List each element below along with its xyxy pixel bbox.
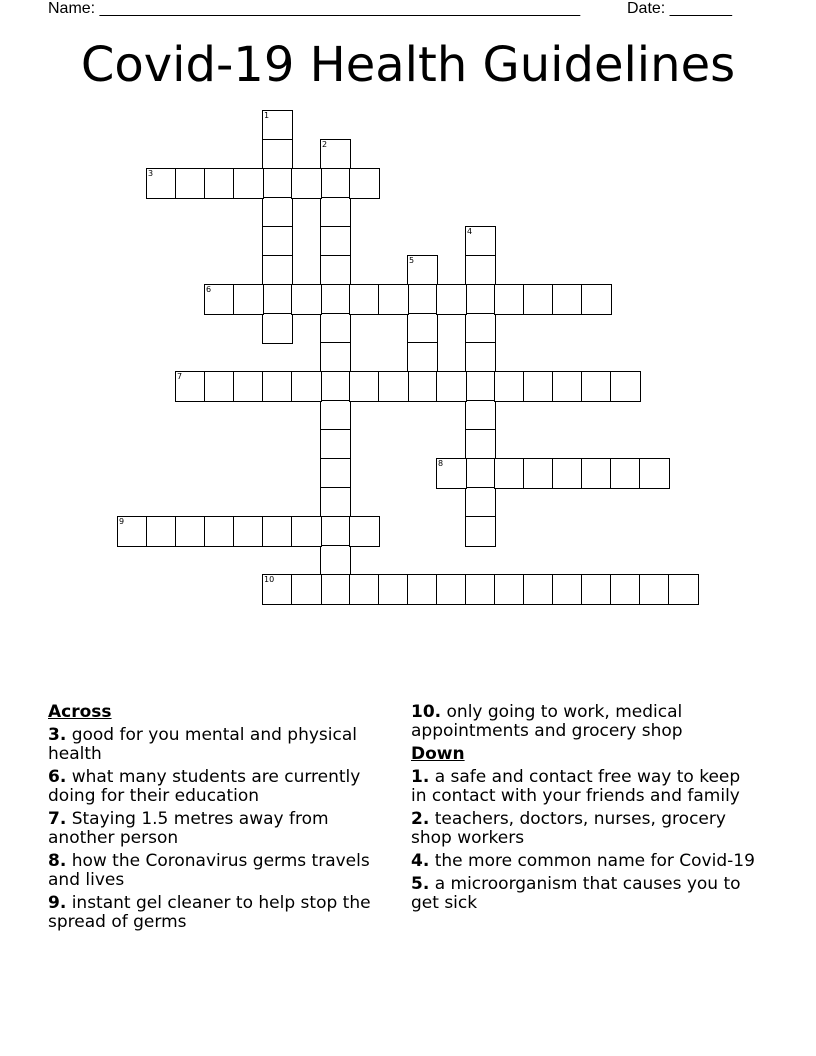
clue-number-label: 6 (206, 285, 212, 294)
crossword-cell[interactable] (407, 313, 438, 344)
crossword-cell[interactable] (552, 574, 583, 605)
clue-across-9 (48, 894, 393, 932)
crossword-cell[interactable] (262, 226, 293, 257)
clue-number-label: 4 (467, 227, 473, 236)
crossword-cell[interactable] (523, 574, 554, 605)
crossword-cell[interactable] (465, 487, 496, 518)
clue-text: instant gel cleaner to help stop the spread of germs (48, 893, 371, 932)
crossword-cell[interactable] (233, 371, 264, 402)
clue-text: good for you mental and physical health (48, 725, 357, 764)
crossword-cell[interactable] (407, 371, 438, 402)
clue-text: a microorganism that causes you to get sick (411, 874, 741, 913)
crossword-cell[interactable] (465, 313, 496, 344)
crossword-cell[interactable] (581, 574, 612, 605)
crossword-cell[interactable] (610, 574, 641, 605)
crossword-cell[interactable] (204, 516, 235, 547)
crossword-cell[interactable] (262, 197, 293, 228)
crossword-cell[interactable] (523, 371, 554, 402)
crossword-cell[interactable] (175, 371, 206, 402)
crossword-cell[interactable] (320, 371, 351, 402)
crossword-cell[interactable] (465, 400, 496, 431)
clue-down-2 (411, 810, 761, 848)
crossword-cell[interactable] (465, 516, 496, 547)
clue-number: 2. (411, 809, 430, 829)
crossword-cell[interactable] (465, 574, 496, 605)
crossword-cell[interactable] (262, 516, 293, 547)
crossword-cell[interactable] (494, 574, 525, 605)
clue-number: 1. (411, 767, 430, 787)
clue-number: 8. (48, 851, 67, 871)
crossword-cell[interactable] (581, 284, 612, 315)
clue-number: 10. (411, 702, 442, 722)
crossword-cell[interactable] (320, 487, 351, 518)
crossword-cell[interactable] (117, 516, 148, 547)
crossword-cell[interactable] (262, 168, 293, 199)
clue-number: 6. (48, 767, 67, 787)
clue-number-label: 3 (148, 169, 154, 178)
crossword-cell[interactable] (465, 371, 496, 402)
crossword-cell[interactable] (320, 342, 351, 373)
crossword-cell[interactable] (610, 458, 641, 489)
clue-number: 9. (48, 893, 67, 913)
crossword-cell[interactable] (291, 371, 322, 402)
crossword-cell[interactable] (407, 342, 438, 373)
crossword-cell[interactable] (320, 458, 351, 489)
clue-down-1 (411, 768, 761, 806)
crossword-cell[interactable] (204, 284, 235, 315)
page-title: Covid-19 Health Guidelines (80, 37, 736, 93)
clue-across-8 (48, 852, 393, 890)
crossword-cell[interactable] (262, 284, 293, 315)
crossword-cell[interactable] (320, 197, 351, 228)
crossword-cell[interactable] (349, 516, 380, 547)
crossword-cell[interactable] (262, 110, 293, 141)
clue-across-3 (48, 726, 393, 764)
crossword-cell[interactable] (465, 255, 496, 286)
crossword-cell[interactable] (262, 574, 293, 605)
crossword-cell[interactable] (494, 371, 525, 402)
crossword-cell[interactable] (320, 168, 351, 199)
name-field[interactable]: Name: ______________________________________________________ (48, 0, 581, 17)
crossword-cell[interactable] (407, 255, 438, 286)
crossword-cell[interactable] (523, 284, 554, 315)
clue-number-label: 5 (409, 256, 415, 265)
crossword-cell[interactable] (407, 574, 438, 605)
crossword-cell[interactable] (494, 284, 525, 315)
crossword-cell[interactable] (262, 255, 293, 286)
crossword-cell[interactable] (668, 574, 699, 605)
crossword-cell[interactable] (291, 168, 322, 199)
crossword-cell[interactable] (233, 284, 264, 315)
clue-text: what many students are currently doing for their education (48, 767, 361, 806)
crossword-cell[interactable] (610, 371, 641, 402)
crossword-cell[interactable] (581, 458, 612, 489)
crossword-cell[interactable] (175, 168, 206, 199)
clues-right-column (411, 703, 761, 917)
clue-text: the more common name for Covid-19 (434, 851, 755, 871)
crossword-cell[interactable] (233, 516, 264, 547)
crossword-cell[interactable] (320, 139, 351, 170)
crossword-cell[interactable] (262, 139, 293, 170)
clue-down-4 (411, 852, 761, 871)
crossword-cell[interactable] (465, 284, 496, 315)
date-field[interactable]: Date: _______ (627, 0, 732, 17)
crossword-cell[interactable] (436, 371, 467, 402)
crossword-cell[interactable] (552, 284, 583, 315)
crossword-cell[interactable] (320, 226, 351, 257)
crossword-cell[interactable] (378, 574, 409, 605)
crossword-cell[interactable] (320, 313, 351, 344)
crossword-cell[interactable] (291, 516, 322, 547)
crossword-cell[interactable] (349, 574, 380, 605)
clue-text: only going to work, medical appointments and grocery shop (411, 702, 683, 741)
crossword-cell[interactable] (639, 458, 670, 489)
crossword-cell[interactable] (465, 429, 496, 460)
clue-text: how the Coronavirus germs travels and lives (48, 851, 370, 890)
crossword-cell[interactable] (262, 371, 293, 402)
crossword-cell[interactable] (494, 458, 525, 489)
clue-number-label: 7 (177, 372, 183, 381)
crossword-cell[interactable] (233, 168, 264, 199)
crossword-cell[interactable] (291, 574, 322, 605)
clue-number-label: 1 (264, 111, 270, 120)
clue-number-label: 9 (119, 517, 125, 526)
crossword-cell[interactable] (320, 545, 351, 576)
crossword-cell[interactable] (436, 574, 467, 605)
clue-number: 7. (48, 809, 67, 829)
crossword-cell[interactable] (204, 168, 235, 199)
crossword-cell[interactable] (262, 313, 293, 344)
crossword-cell[interactable] (552, 371, 583, 402)
clue-number: 3. (48, 725, 67, 745)
crossword-cell[interactable] (465, 342, 496, 373)
clue-number: 5. (411, 874, 430, 894)
crossword-cell[interactable] (349, 371, 380, 402)
crossword-cell[interactable] (320, 574, 351, 605)
crossword-cell[interactable] (378, 371, 409, 402)
clues-left-column (48, 703, 393, 936)
clue-number-label: 8 (438, 459, 444, 468)
clue-text: teachers, doctors, nurses, grocery shop workers (411, 809, 726, 848)
clue-across-6 (48, 768, 393, 806)
crossword-cell[interactable] (146, 168, 177, 199)
crossword-cell[interactable] (320, 400, 351, 431)
clue-number-label: 10 (264, 575, 275, 584)
across-heading: Across (48, 702, 112, 722)
crossword-cell[interactable] (320, 284, 351, 315)
crossword-cell[interactable] (349, 284, 380, 315)
clue-text: a safe and contact free way to keep in contact with your friends and family (411, 767, 741, 806)
crossword-cell[interactable] (349, 168, 380, 199)
clue-text: Staying 1.5 metres away from another person (48, 809, 329, 848)
crossword-cell[interactable] (175, 516, 206, 547)
crossword-cell[interactable] (436, 284, 467, 315)
clue-across-10 (411, 703, 761, 741)
clue-down-5 (411, 875, 761, 913)
crossword-cell[interactable] (552, 458, 583, 489)
crossword-cell[interactable] (291, 284, 322, 315)
clue-across-7 (48, 810, 393, 848)
crossword-cell[interactable] (378, 284, 409, 315)
down-heading: Down (411, 744, 465, 764)
crossword-cell[interactable] (465, 226, 496, 257)
crossword-cell[interactable] (639, 574, 670, 605)
crossword-cell[interactable] (204, 371, 235, 402)
crossword-cell[interactable] (436, 458, 467, 489)
crossword-cell[interactable] (320, 429, 351, 460)
crossword-cell[interactable] (320, 516, 351, 547)
clue-number: 4. (411, 851, 430, 871)
crossword-cell[interactable] (320, 255, 351, 286)
crossword-cell[interactable] (465, 458, 496, 489)
crossword-cell[interactable] (146, 516, 177, 547)
clue-number-label: 2 (322, 140, 328, 149)
crossword-cell[interactable] (407, 284, 438, 315)
crossword-cell[interactable] (523, 458, 554, 489)
crossword-cell[interactable] (581, 371, 612, 402)
